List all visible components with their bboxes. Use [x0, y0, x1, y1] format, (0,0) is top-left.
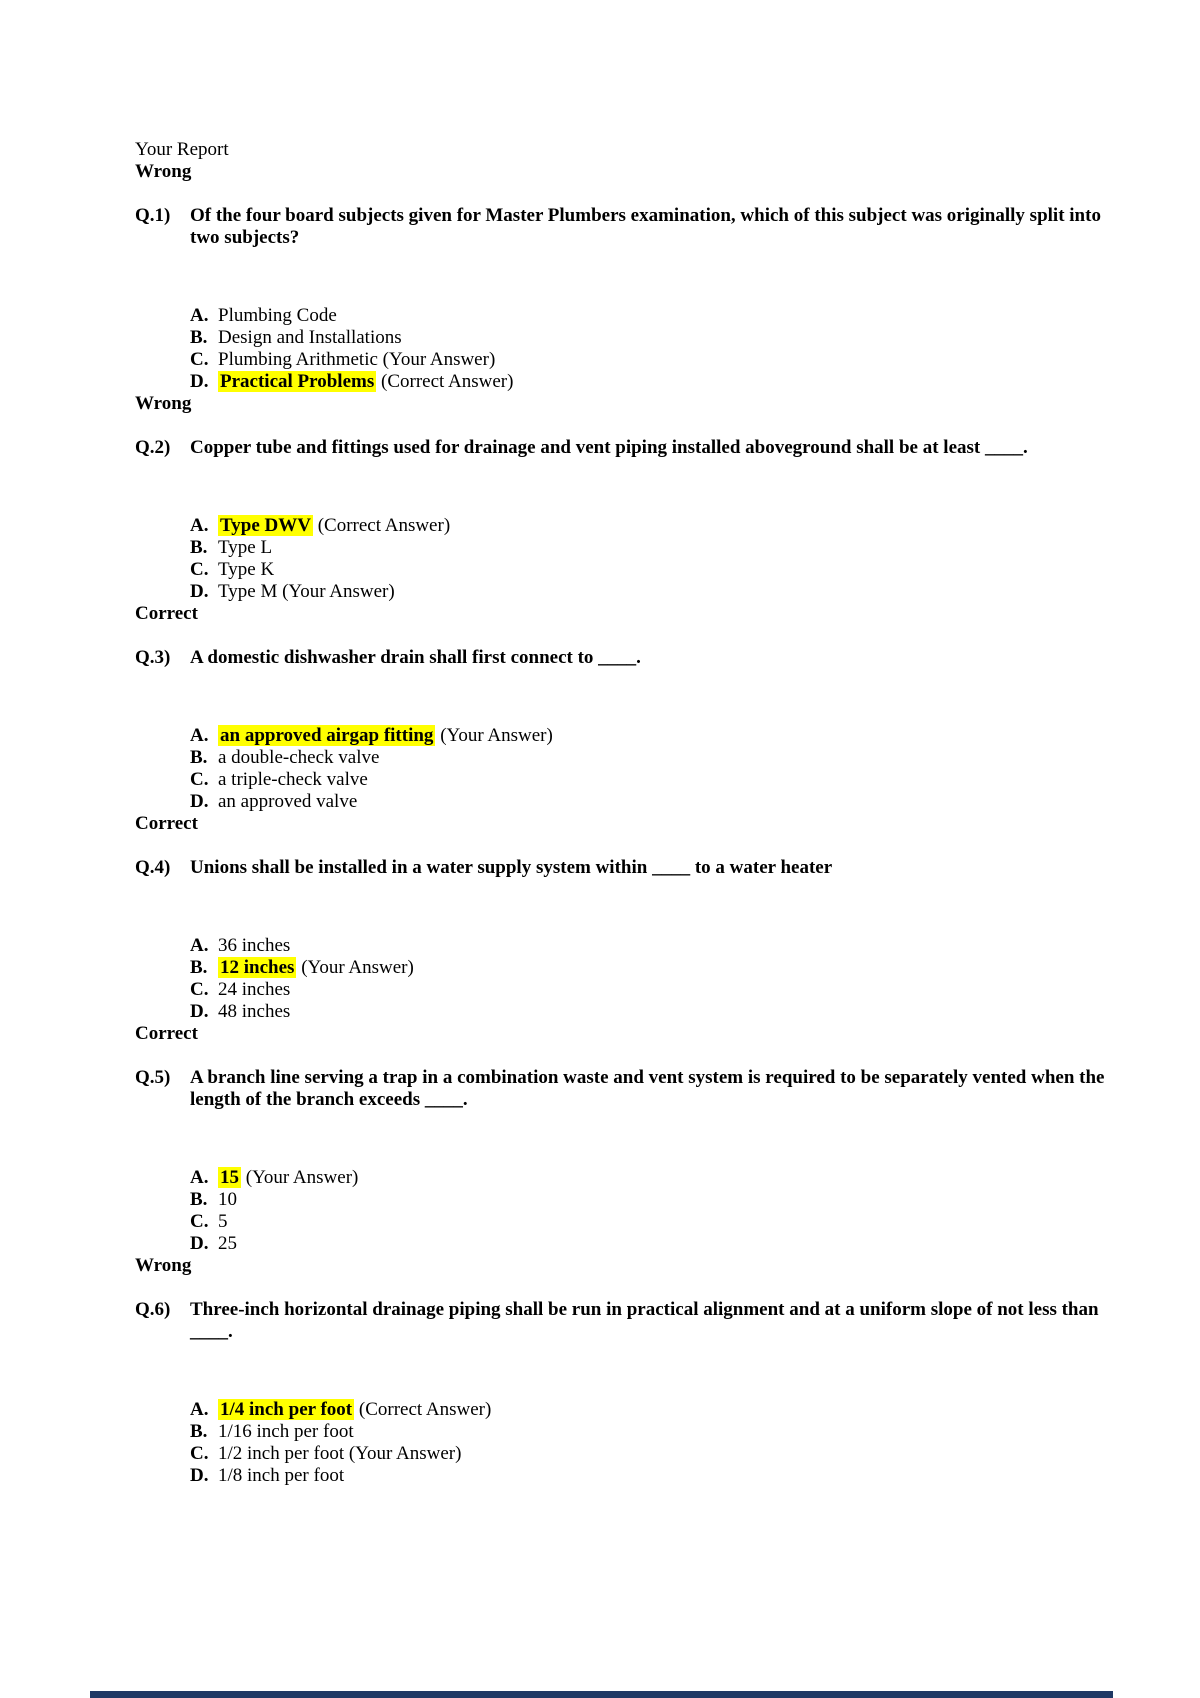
option-text: 36 inches — [218, 935, 291, 956]
question-block — [135, 603, 1122, 813]
option-text: 48 inches — [218, 1001, 291, 1022]
question-row — [135, 1067, 1122, 1111]
option-row — [190, 581, 1122, 603]
option-letter: C. — [190, 979, 209, 1000]
option-row — [190, 349, 1122, 371]
option-text-highlighted: Type DWV — [220, 515, 311, 536]
option-row — [190, 1001, 1122, 1023]
option-letter: C. — [190, 349, 209, 370]
option-list — [190, 1399, 1122, 1487]
question-text: A domestic dishwasher drain shall first connect to ____. — [190, 647, 641, 668]
option-letter: A. — [190, 935, 209, 956]
question-text: Copper tube and fittings used for drainage and vent piping installed aboveground shall be at least ____. — [190, 437, 1028, 458]
answer-note: (Correct Answer) — [354, 1399, 492, 1420]
option-letter: D. — [190, 791, 209, 812]
option-letter: D. — [190, 1465, 209, 1486]
option-text-highlighted: an approved airgap fitting — [220, 725, 434, 746]
question-number: Q.6) — [135, 1299, 171, 1320]
question-number: Q.1) — [135, 205, 171, 226]
option-row — [190, 559, 1122, 581]
option-letter: C. — [190, 559, 209, 580]
option-list — [190, 725, 1122, 813]
option-text: Type L — [218, 537, 273, 558]
option-row — [190, 1465, 1122, 1487]
answer-note: (Your Answer) — [296, 957, 414, 978]
option-letter: B. — [190, 537, 208, 558]
option-text: Type K — [218, 559, 275, 580]
option-row — [190, 725, 1122, 747]
option-text: 24 inches — [218, 979, 291, 1000]
option-text: Plumbing Arithmetic — [218, 349, 378, 370]
option-letter: D. — [190, 581, 209, 602]
option-text: 1/2 inch per foot — [218, 1443, 345, 1464]
option-text-highlighted: 1/4 inch per foot — [220, 1399, 353, 1420]
question-status: Correct — [135, 1023, 198, 1044]
option-letter: A. — [190, 725, 209, 746]
option-letter: B. — [190, 327, 208, 348]
answer-note: (Correct Answer) — [376, 371, 514, 392]
question-text: Unions shall be installed in a water supply system within ____ to a water heater — [190, 857, 833, 878]
option-row — [190, 1233, 1122, 1255]
option-list — [190, 305, 1122, 393]
question-row — [135, 437, 1122, 459]
question-block — [135, 813, 1122, 1023]
option-row — [190, 935, 1122, 957]
option-letter: A. — [190, 305, 209, 326]
option-letter: C. — [190, 1443, 209, 1464]
option-text: a double-check valve — [218, 747, 380, 768]
question-text: A branch line serving a trap in a combination waste and vent system is required to be separately vented when the length of the branch exceeds ____. — [190, 1067, 1105, 1110]
answer-note: (Correct Answer) — [312, 515, 451, 536]
report-title: Your Report — [135, 139, 229, 160]
option-row — [190, 305, 1122, 327]
option-row — [190, 371, 1122, 393]
question-status: Wrong — [135, 1255, 192, 1276]
option-letter: B. — [190, 747, 208, 768]
answer-note: (Your Answer) — [344, 1443, 462, 1464]
option-row — [190, 1167, 1122, 1189]
option-list — [190, 515, 1122, 603]
option-text: 10 — [218, 1189, 237, 1210]
option-row — [190, 1399, 1122, 1421]
option-text: 5 — [218, 1211, 228, 1232]
question-text: Of the four board subjects given for Master Plumbers examination, which of this subject was originally split into two subjects? — [190, 205, 1101, 248]
question-status: Correct — [135, 813, 198, 834]
option-list — [190, 1167, 1122, 1255]
answer-note: (Your Answer) — [277, 581, 395, 602]
question-row — [135, 647, 1122, 669]
option-row — [190, 327, 1122, 349]
option-row — [190, 957, 1122, 979]
option-row — [190, 747, 1122, 769]
option-row — [190, 537, 1122, 559]
option-row — [190, 1443, 1122, 1465]
question-row — [135, 205, 1122, 249]
option-row — [190, 1189, 1122, 1211]
question-block — [135, 1023, 1122, 1255]
option-letter: D. — [190, 371, 209, 392]
option-letter: C. — [190, 769, 209, 790]
question-row — [135, 1299, 1122, 1343]
option-text: a triple-check valve — [218, 769, 368, 790]
option-row — [190, 1421, 1122, 1443]
question-status: Correct — [135, 603, 198, 624]
question-block — [135, 1255, 1122, 1487]
option-letter: A. — [190, 515, 209, 536]
question-number: Q.5) — [135, 1067, 171, 1088]
option-letter: C. — [190, 1211, 209, 1232]
option-row — [190, 769, 1122, 791]
answer-note: (Your Answer) — [241, 1167, 359, 1188]
question-number: Q.3) — [135, 647, 171, 668]
option-text: Design and Installations — [218, 327, 402, 348]
option-list — [190, 935, 1122, 1023]
option-text-highlighted: Practical Problems — [220, 371, 375, 392]
option-text: an approved valve — [218, 791, 358, 812]
option-text-highlighted: 15 — [220, 1167, 239, 1188]
option-letter: A. — [190, 1167, 209, 1188]
option-letter: B. — [190, 957, 208, 978]
question-status: Wrong — [135, 161, 192, 182]
option-text: Type M — [218, 581, 278, 602]
question-block — [135, 393, 1122, 603]
option-letter: D. — [190, 1001, 209, 1022]
answer-note: (Your Answer) — [435, 725, 553, 746]
option-row — [190, 1211, 1122, 1233]
question-block — [135, 161, 1122, 393]
option-row — [190, 979, 1122, 1001]
option-text: 25 — [218, 1233, 237, 1254]
question-row — [135, 857, 1122, 879]
bottom-bar — [90, 1691, 1113, 1698]
option-text-highlighted: 12 inches — [220, 957, 295, 978]
option-text: Plumbing Code — [218, 305, 337, 326]
option-letter: A. — [190, 1399, 209, 1420]
option-letter: B. — [190, 1421, 208, 1442]
option-letter: B. — [190, 1189, 208, 1210]
answer-note: (Your Answer) — [377, 349, 496, 370]
option-text: 1/16 inch per foot — [218, 1421, 354, 1442]
question-list — [135, 161, 1122, 1487]
option-letter: D. — [190, 1233, 209, 1254]
option-row — [190, 515, 1122, 537]
question-number: Q.4) — [135, 857, 171, 878]
question-text: Three-inch horizontal drainage piping shall be run in practical alignment and at a uniform slope of not less than ____. — [190, 1299, 1099, 1342]
option-text: 1/8 inch per foot — [218, 1465, 345, 1486]
question-number: Q.2) — [135, 437, 171, 458]
question-status: Wrong — [135, 393, 192, 414]
option-row — [190, 791, 1122, 813]
